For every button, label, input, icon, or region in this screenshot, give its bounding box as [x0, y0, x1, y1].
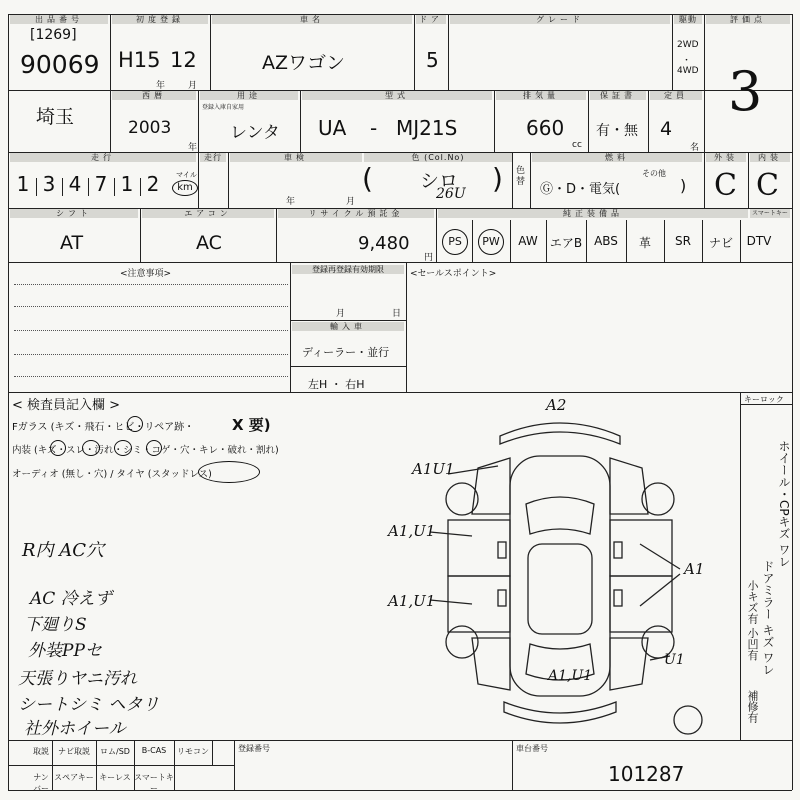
checklist-item: ロム/SD	[100, 747, 130, 756]
checklist-item: 取説	[33, 747, 49, 756]
first-reg-month: 12	[170, 48, 197, 72]
reg-day-mark: 日	[392, 309, 402, 319]
chassis-number: 101287	[608, 762, 685, 786]
grade-label: グレード	[450, 15, 670, 24]
month-mark: 月	[188, 81, 198, 91]
scratch-circle	[50, 440, 66, 456]
keylock-label: キーロック	[744, 395, 784, 404]
mileage-unit: km	[172, 180, 198, 196]
body-outline	[510, 456, 610, 696]
lot-label: 出品番号	[10, 15, 108, 24]
inspection-label: 車検	[230, 153, 362, 162]
equipment-divider	[510, 220, 511, 262]
diagram-label-a2: A2	[546, 396, 567, 414]
usage-label: 用途	[200, 91, 298, 100]
dirt-circle	[114, 440, 132, 456]
mileage-separator	[62, 178, 63, 196]
equipment-0: PS	[438, 234, 472, 255]
warranty: 有・無	[596, 123, 638, 139]
right-rear-door	[610, 576, 672, 632]
drive-4wd: 4WD	[677, 66, 699, 76]
checklist-item: ナンバー	[33, 773, 49, 793]
year-label: 西暦	[112, 91, 196, 100]
side-text-2: ドアミラー キズ ワレ	[761, 560, 775, 676]
side-text-1: ホイール・CPキズ ワレ	[777, 440, 791, 568]
reg-no-label: 登録番号	[238, 744, 270, 753]
diagram-label-right: A1	[684, 560, 705, 578]
year-suffix: 年	[188, 143, 198, 153]
lot-bracket: [1269]	[30, 27, 77, 43]
first-reg-label: 初度登録	[112, 15, 208, 24]
equipment-divider	[740, 220, 741, 262]
score: 3	[728, 60, 763, 123]
diagram-label-front: A1U1	[412, 460, 455, 478]
mileage-digit: 3	[42, 172, 56, 196]
fuel-options: Ⓖ・D・電気(	[540, 182, 621, 197]
score-label: 評価点	[706, 15, 790, 24]
type-prefix: UA	[318, 116, 347, 140]
spare-tire	[674, 706, 702, 734]
type-code: MJ21S	[396, 116, 458, 140]
color-paren-open: (	[362, 162, 373, 195]
checklist-item: B-CAS	[141, 746, 167, 755]
handle	[498, 590, 506, 606]
checklist-divider	[212, 740, 213, 765]
year: 2003	[128, 118, 172, 138]
left-front-door	[448, 520, 510, 576]
shift-label: シフト	[10, 209, 138, 218]
left-front-fender	[472, 458, 510, 514]
displacement: 660	[526, 116, 565, 140]
equipment-6: SR	[675, 234, 691, 248]
leader	[430, 532, 472, 536]
handle	[614, 542, 622, 558]
shift: AT	[60, 232, 84, 254]
equipment-divider	[702, 220, 703, 262]
hand-note-4: 外装PPセ	[28, 641, 102, 661]
drive-dot: ・	[682, 56, 692, 66]
front-bumper	[500, 423, 620, 444]
fuel-close: )	[680, 176, 687, 195]
fuel-label: 燃料	[532, 153, 702, 162]
mileage-separator	[114, 178, 115, 196]
inspection-year-mark: 年	[286, 197, 296, 207]
studless-circle	[198, 461, 260, 483]
smartkey-label: スマートキー	[750, 209, 790, 218]
odo-label: 走行	[200, 153, 226, 162]
model-label: 車名	[212, 15, 412, 24]
equipment-label: 純正装備品	[438, 209, 748, 218]
side-text-3: 小キズ有 小凹有	[746, 580, 759, 661]
equipment-divider	[586, 220, 587, 262]
lot-number: 90069	[20, 50, 100, 79]
inspector-line-1: Fガラス (キズ・飛石・ヒビ・リペア跡・	[12, 422, 195, 433]
checklist-divider	[174, 765, 175, 790]
diagram-label-left1: A1,U1	[388, 522, 436, 540]
sales-label: <セールスポイント>	[410, 269, 497, 279]
yen-unit: 円	[424, 253, 434, 263]
drive-2wd: 2WD	[677, 40, 699, 50]
equipment-4: ABS	[594, 234, 618, 248]
equipment-divider	[626, 220, 627, 262]
reg-month-mark: 月	[336, 309, 346, 319]
cc-unit: cc	[572, 140, 582, 150]
wheel	[446, 483, 478, 515]
equipment-divider	[664, 220, 665, 262]
mileage-digit: 2	[146, 172, 160, 196]
equipment-7: ナビ	[708, 236, 733, 250]
region: 埼玉	[36, 106, 75, 128]
hand-note-1: R内 AC穴	[22, 540, 105, 561]
wheel	[446, 626, 478, 658]
doors-label: ドア	[416, 15, 446, 24]
leader	[430, 600, 472, 604]
hand-note-7: 社外ホイール	[24, 719, 126, 739]
equipment-divider	[546, 220, 547, 262]
leader	[640, 544, 680, 569]
leader	[640, 574, 680, 606]
checklist-item: リモコン	[177, 747, 209, 756]
dealer-option: ディーラー・並行	[302, 346, 390, 359]
left-rear-door	[448, 576, 510, 632]
fuel-other: その他	[642, 169, 666, 178]
mileage-digit: 1	[16, 172, 30, 196]
import-label: 輸入車	[292, 322, 404, 331]
checklist-item: キーレス	[99, 773, 131, 782]
reg-expire-label: 登録再登録有効期限	[292, 265, 404, 274]
inspector-line-2: 内装 (キズ・スレ・汚れ・シミ・コゲ・穴・キレ・破れ・割れ)	[12, 445, 279, 456]
equipment-5: 革	[638, 236, 651, 250]
exterior-label: 外装	[706, 153, 746, 162]
recycle-label: リサイクル預託金	[278, 209, 434, 218]
hand-note-2: AC 冷えず	[30, 589, 112, 609]
type-dash: -	[370, 116, 378, 140]
doors: 5	[426, 48, 439, 72]
equipment-2: AW	[518, 234, 538, 248]
mileage-separator	[140, 178, 141, 196]
exterior: C	[714, 168, 737, 203]
warranty-label: 保証書	[590, 91, 646, 100]
color-label: 色 (Col.No)	[364, 153, 512, 162]
color-change-label: 色替	[516, 166, 526, 187]
year-mark: 年	[156, 81, 166, 91]
right-front-door	[610, 520, 672, 576]
chip-circle	[127, 416, 143, 432]
roof	[528, 544, 592, 634]
color-code: 26U	[436, 186, 466, 202]
hand-note-5: 天張りヤニ汚れ	[18, 669, 137, 689]
usage: レンタ	[230, 123, 280, 143]
rear-bumper	[504, 702, 616, 723]
displacement-label: 排気量	[496, 91, 586, 100]
rub-circle	[82, 440, 100, 456]
diagram-label-rear: A1,U1	[548, 668, 593, 684]
inspection-month-mark: 月	[346, 197, 356, 207]
ac: AC	[196, 232, 222, 254]
side-text-4: 補修有	[746, 690, 759, 723]
checklist-item: スマートキー	[134, 773, 174, 793]
handle	[498, 542, 506, 558]
capacity: 4	[660, 118, 673, 140]
mileage-digit: 4	[68, 172, 82, 196]
type-label: 型式	[302, 91, 492, 100]
inspector-title: < 検査員記入欄 >	[12, 398, 121, 413]
stain-circle	[146, 440, 162, 456]
interior-label: 内装	[750, 153, 790, 162]
leader	[448, 466, 498, 474]
mileage-digit: 7	[94, 172, 108, 196]
equipment-1: PW	[472, 234, 510, 255]
mileage-separator	[36, 178, 37, 196]
mileage-unit-top: マイル	[176, 171, 197, 179]
diagram-label-left2: A1,U1	[388, 592, 436, 610]
handle	[614, 590, 622, 606]
mileage-digit: 1	[120, 172, 134, 196]
inspector-line-1-mark: X 要)	[232, 416, 271, 434]
mileage-label: 走行	[10, 153, 196, 162]
right-front-fender	[610, 458, 648, 514]
model-name: AZワゴン	[262, 52, 346, 74]
equipment-3: エアB	[549, 236, 583, 250]
windshield	[526, 497, 594, 534]
color-paren-close: )	[492, 162, 503, 195]
capacity-label: 定員	[650, 91, 702, 100]
ac-label: エアコン	[142, 209, 274, 218]
equipment-8: DTV	[746, 234, 772, 248]
interior: C	[756, 168, 779, 203]
color: シロ	[420, 170, 459, 192]
drive-label: 駆動	[674, 15, 702, 24]
handle-option: 左H ・ 右H	[308, 378, 365, 391]
chassis-label: 車台番号	[516, 744, 548, 753]
equipment-divider	[472, 220, 473, 262]
first-reg-era: H15	[118, 48, 161, 72]
caution-label: <注意事項>	[120, 269, 172, 279]
inspector-line-3: オーディオ (無し・穴) / タイヤ (スタッドレス)	[12, 469, 212, 480]
checklist-item: スペアキー	[54, 773, 94, 782]
capacity-unit: 名	[690, 143, 700, 153]
checklist-item: ナビ取説	[58, 747, 90, 756]
diagram-label-u1: U1	[664, 652, 685, 668]
hand-note-6: シートシミ ヘタリ	[18, 695, 160, 715]
wheel	[642, 483, 674, 515]
recycle: 9,480	[358, 233, 410, 254]
usage-note: 登録入庫自家用	[202, 104, 245, 111]
mileage-separator	[88, 178, 89, 196]
hand-note-3: 下廻りS	[24, 615, 87, 635]
